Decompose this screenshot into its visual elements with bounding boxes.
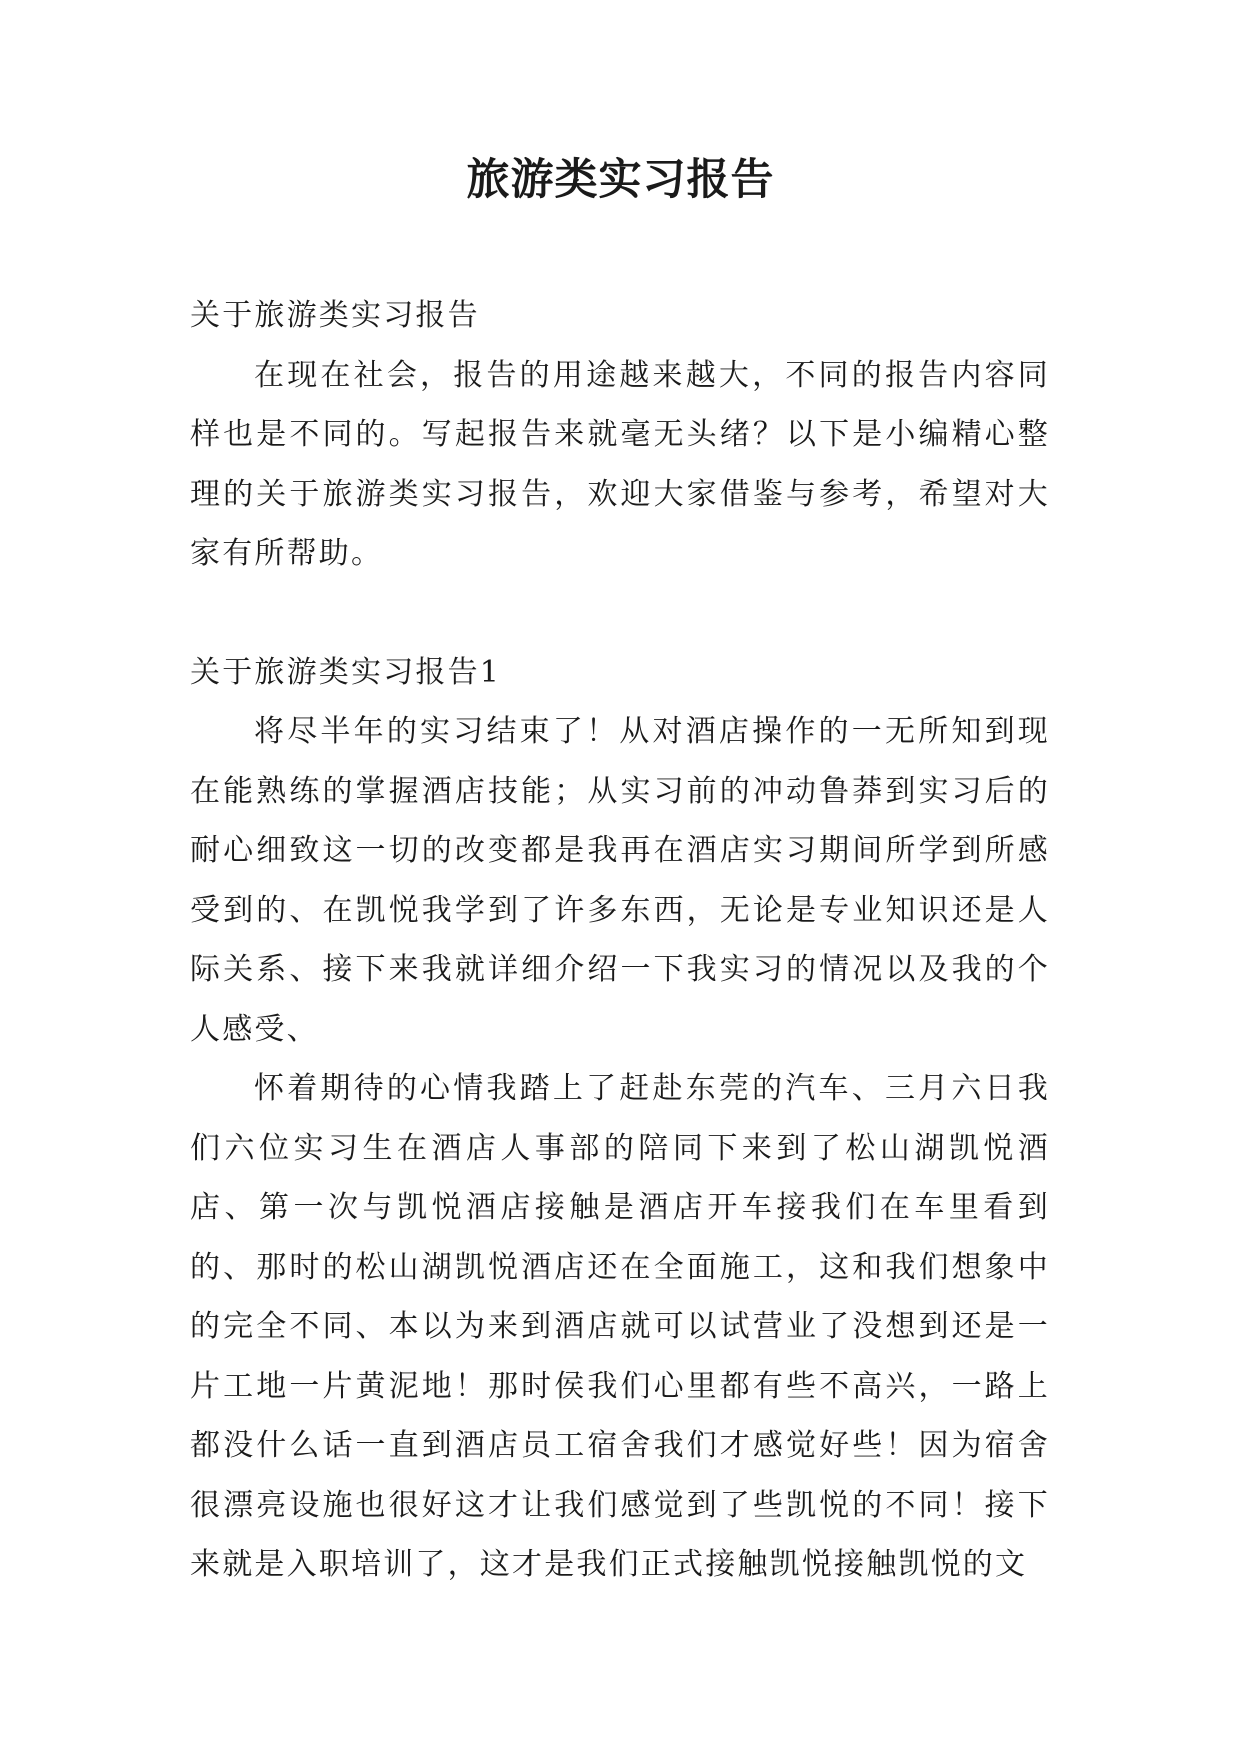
intro-paragraph: 在现在社会，报告的用途越来越大，不同的报告内容同样也是不同的。写起报告来就毫无头绪？以下是小编精心整理的关于旅游类实习报告，欢迎大家借鉴与参考，希望对大家有所帮助。 bbox=[190, 357, 1050, 571]
section1-paragraph-1: 将尽半年的实习结束了！从对酒店操作的一无所知到现在能熟练的掌握酒店技能；从实习前的冲动鲁莽到实习后的耐心细致这一切的改变都是我再在酒店实习期间所学到所感受到的、在凯悦我学到了许多东西，无论是专业知识还是人际关系、接下来我就详细介绍一下我实习的情况以及我的个人感受、 bbox=[190, 714, 1050, 1047]
document-body bbox=[190, 286, 1050, 1595]
section1-paragraph-2: 怀着期待的心情我踏上了赶赴东莞的汽车、三月六日我们六位实习生在酒店人事部的陪同下来到了松山湖凯悦酒店、第一次与凯悦酒店接触是酒店开车接我们在车里看到的、那时的松山湖凯悦酒店还在全面施工，这和我们想象中的完全不同、本以为来到酒店就可以试营业了没想到还是一片工地一片黄泥地！那时侯我们心里都有些不高兴，一路上都没什么话一直到酒店员工宿舍我们才感觉好些！因为宿舍很漂亮设施也很好这才让我们感觉到了些凯悦的不同！接下来就是入职培训了，这才是我们正式接触凯悦接触凯悦的文 bbox=[190, 1071, 1050, 1582]
section-spacer bbox=[190, 584, 1050, 643]
section1-heading: 关于旅游类实习报告1 bbox=[190, 654, 502, 690]
document-title: 旅游类实习报告 bbox=[466, 155, 775, 205]
intro-heading: 关于旅游类实习报告 bbox=[190, 298, 480, 333]
